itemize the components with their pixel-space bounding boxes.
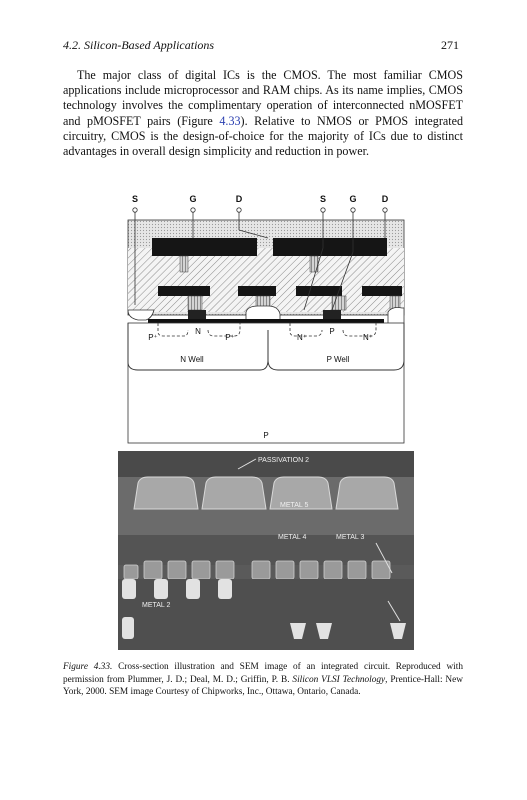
n-well-label: N Well — [180, 355, 204, 364]
terminal-label-g1: G — [189, 194, 197, 204]
sem-metal-4-line-10 — [348, 561, 366, 579]
via-2 — [310, 256, 318, 272]
body-text-2: ). Relative to NMOS or PMOS integrated circuitry, CMOS is the design-of-choice for the majority of ICs due to distinct advantages in overall design simplicity and reduction in power. — [63, 113, 463, 159]
terminal-node-2 — [191, 208, 195, 212]
doping-label-3: P⁺ — [225, 333, 235, 342]
doping-label-5: P — [329, 327, 335, 336]
sem-metal-4-line-5 — [216, 561, 234, 579]
sem-via-5 — [122, 617, 134, 639]
sem-metal-5-line-2 — [202, 477, 266, 509]
sem-metal-4-line-2 — [144, 561, 162, 579]
sem-label-metal-3: METAL 3 — [336, 534, 365, 541]
contact-1 — [188, 296, 202, 310]
doping-label-4: N⁺ — [297, 333, 307, 342]
sem-metal-4-line-3 — [168, 561, 186, 579]
caption-book-title: Silicon VLSI Technology — [292, 674, 386, 685]
sem-image — [118, 451, 414, 650]
section-title: 4.2. Silicon-Based Applications — [63, 38, 215, 52]
sem-interlayer-band — [118, 535, 414, 565]
sem-metal-4-line-6 — [252, 561, 270, 579]
doping-label-6: N⁺ — [363, 333, 373, 342]
pmos-gate — [188, 310, 206, 319]
sem-label-metal-2: METAL 2 — [142, 602, 171, 609]
terminal-label-g2: G — [349, 194, 357, 204]
gate-oxide-strip — [148, 319, 384, 323]
terminal-node-1 — [133, 208, 137, 212]
sem-metal-4-line-9 — [324, 561, 342, 579]
metal-2-block-2 — [273, 238, 387, 256]
terminal-nodes — [133, 208, 387, 212]
page-number: 271 — [441, 38, 459, 52]
field-oxide-left — [128, 310, 154, 320]
doping-label-2: N — [195, 327, 201, 336]
sem-metal-5-line-4 — [336, 477, 398, 509]
terminal-node-6 — [383, 208, 387, 212]
via-1 — [180, 256, 188, 272]
body-text-1: The major class of digital ICs is the CMOS. The most familiar CMOS applications include microprocessor and RAM chips. As its name implies, CMOS technology involves the complimentary operation of interconnected nMOSFET and pMOSFET pairs (Figure — [63, 68, 463, 128]
sem-metal-5-line-1 — [134, 477, 198, 509]
caption-text-1: Cross-section illustration and SEM image of an integrated circuit. Reproduced with permission from Plummer, J. D.; Deal, M. D.; Griffin, P. B. — [63, 662, 463, 685]
terminal-node-5 — [351, 208, 355, 212]
substrate-label: P — [263, 431, 269, 440]
caption-label: Figure 4.33. — [63, 662, 113, 672]
terminal-label-d1: D — [235, 194, 243, 204]
terminal-node-4 — [321, 208, 325, 212]
doping-label-1: P⁺ — [148, 333, 158, 342]
running-header — [63, 38, 459, 54]
cmos-cross-section-diagram — [118, 190, 414, 447]
terminal-node-3 — [237, 208, 241, 212]
sem-label-metal-5: METAL 5 — [280, 502, 309, 509]
terminal-label-s2: S — [319, 194, 327, 204]
figure-caption — [63, 661, 463, 699]
sem-label-passivation: PASSIVATION 2 — [258, 457, 309, 464]
terminal-label-s1: S — [131, 194, 139, 204]
metal-1-block-4 — [362, 286, 402, 296]
metal-1-block-3 — [296, 286, 342, 296]
nmos-gate — [323, 310, 341, 319]
sem-metal-4-line-7 — [276, 561, 294, 579]
sem-metal-4-line-8 — [300, 561, 318, 579]
body-paragraph — [63, 68, 463, 159]
sem-via-1 — [122, 579, 136, 599]
contact-3 — [332, 296, 346, 310]
sem-via-3 — [186, 579, 200, 599]
metal-1-block-2 — [238, 286, 276, 296]
p-well-label: P Well — [326, 355, 350, 364]
sem-metal-4-line-1 — [124, 565, 138, 579]
metal-1-block-1 — [158, 286, 210, 296]
figure-link[interactable]: 4.33 — [219, 113, 241, 128]
sem-via-4 — [218, 579, 232, 599]
caption-text-2: , Prentice-Hall: New York, 2000. SEM image Courtesy of Chipworks, Inc., Ottawa, Ontario, Canada. — [63, 674, 463, 698]
metal-2-block-1 — [152, 238, 257, 256]
terminal-label-d2: D — [381, 194, 389, 204]
sem-via-2 — [154, 579, 168, 599]
sem-passivation-band — [118, 451, 414, 477]
sem-label-metal-4: METAL 4 — [278, 534, 307, 541]
sem-metal-4-line-4 — [192, 561, 210, 579]
